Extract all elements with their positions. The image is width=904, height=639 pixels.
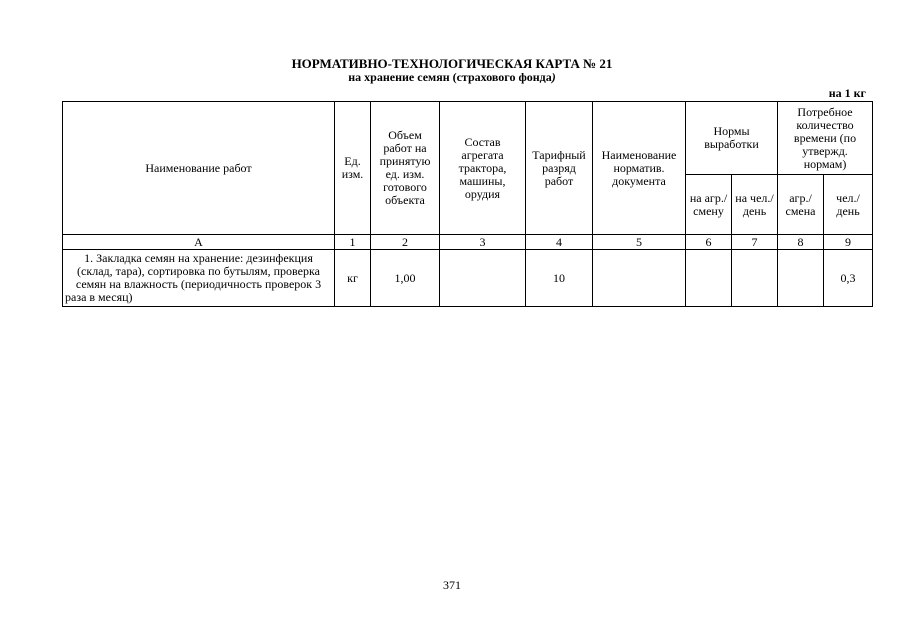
subtitle-main: на хранение семян (страхового фонда <box>348 70 552 84</box>
column-index: 3 <box>440 235 526 250</box>
column-index: 6 <box>686 235 732 250</box>
column-index-row <box>63 235 873 250</box>
document-subtitle <box>0 70 904 85</box>
cell-aggregate <box>440 250 526 307</box>
header-time-needed: Потребное количество времени (по утвержд. нормам) <box>778 102 873 175</box>
header-output-norms: Нормы выработки <box>686 102 778 175</box>
cell-unit: кг <box>335 250 371 307</box>
header-aggregate: Состав агрегата трактора, машины, орудия <box>440 102 526 235</box>
document-title: НОРМАТИВНО-ТЕХНОЛОГИЧЕСКАЯ КАРТА № 21 <box>291 56 613 71</box>
column-index: 1 <box>335 235 371 250</box>
cell-per-man-day <box>732 250 778 307</box>
column-index: 5 <box>593 235 686 250</box>
column-index: 2 <box>371 235 440 250</box>
cell-per-agg-shift <box>686 250 732 307</box>
cell-volume: 1,00 <box>371 250 440 307</box>
header-agg-shift: агр./ смена <box>778 175 824 235</box>
cell-norm-doc <box>593 250 686 307</box>
header-volume: Объем работ на принятую ед. изм. готового объекта <box>371 102 440 235</box>
column-index: 4 <box>526 235 593 250</box>
header-unit: Ед. изм. <box>335 102 371 235</box>
column-index: 8 <box>778 235 824 250</box>
unit-note: на 1 кг <box>828 86 866 100</box>
cell-work: 1. Закладка семян на хранение: дезинфекция (склад, тара), сортировка по бутылям, проверка семян на влажность (периодичность проверок 3 раза в месяц) <box>63 250 335 307</box>
norm-table <box>62 101 873 307</box>
column-index: А <box>63 235 335 250</box>
column-index: 9 <box>824 235 873 250</box>
page-number: 371 <box>443 578 461 592</box>
cell-tariff: 10 <box>526 250 593 307</box>
subtitle-tail: ) <box>551 70 556 84</box>
column-index: 7 <box>732 235 778 250</box>
header-work-name: Наименование работ <box>63 102 335 235</box>
header-norm-doc: Наименование норматив. документа <box>593 102 686 235</box>
cell-agg-shift <box>778 250 824 307</box>
header-row-top <box>63 102 873 175</box>
header-tariff: Тарифный разряд работ <box>526 102 593 235</box>
cell-man-day: 0,3 <box>824 250 873 307</box>
header-man-day: чел./ день <box>824 175 873 235</box>
table-row <box>63 250 873 307</box>
header-per-man-day: на чел./ день <box>732 175 778 235</box>
header-per-agg-shift: на агр./ смену <box>686 175 732 235</box>
